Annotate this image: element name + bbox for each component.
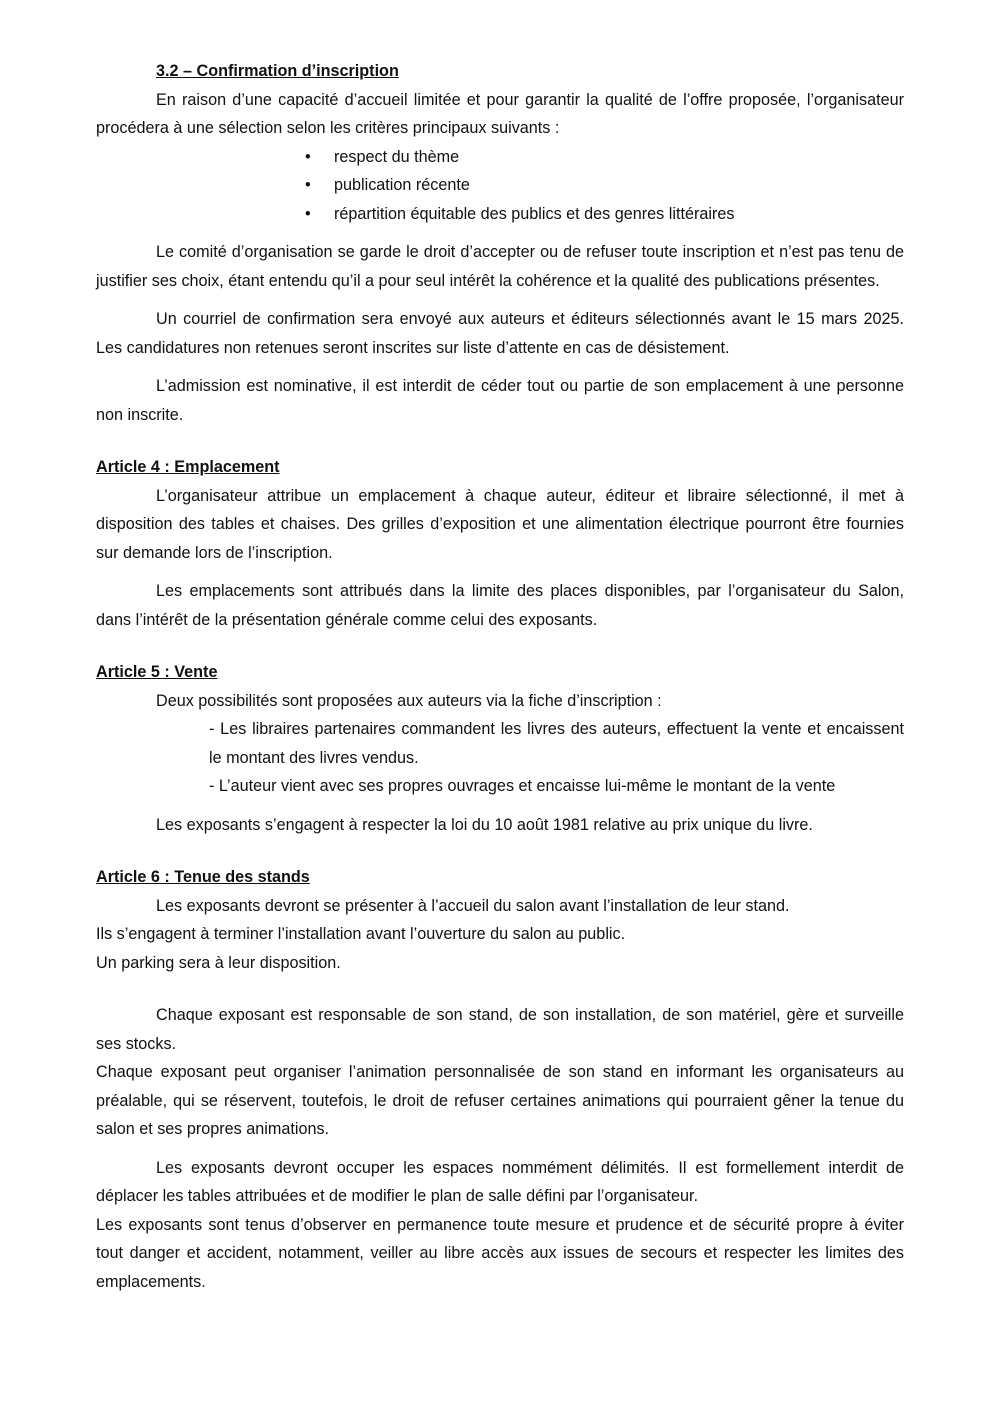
article-6-line-3: Un parking sera à leur disposition. [96,953,341,972]
section-3-2-title: 3.2 – Confirmation d’inscription [156,62,399,80]
article-6-paragraph-4: Les exposants sont tenus d’observer en permanence toute mesure et prudence et de sécurité propre à éviter tout danger et accident, notamment, veiller au libre accès aux issues de secours et respecter les limites des emplacements. [96,1215,904,1291]
article-6-paragraph-1: Chaque exposant est responsable de son stand, de son installation, de son matériel, gère et surveille ses stocks. [96,1006,904,1053]
section-3-2-paragraph-3: L’admission est nominative, il est interdit de céder tout ou partie de son emplacement à une personne non inscrite. [96,377,904,424]
list-item: • respect du thème [334,143,904,172]
article-4-paragraph-1: L’organisateur attribue un emplacement à chaque auteur, éditeur et libraire sélectionné, il met à disposition des tables et chaises. Des grilles d’exposition et une alimentation électrique pourront être fournies sur demande lors de l’inscription. [96,486,904,562]
section-3-2-paragraph-1: Le comité d’organisation se garde le droit d’accepter ou de refuser toute inscription et n’est pas tenu de justifier ses choix, étant entendu qu’il a pour seul intérêt la cohérence et la qualité des publications présentes. [96,243,904,290]
article-6-line-2: Ils s’engagent à terminer l’installation avant l’ouverture du salon au public. [96,925,626,943]
article-6-paragraph-3: Les exposants devront occuper les espaces nommément délimités. Il est formellement interdit de déplacer les tables attribuées et de modifier le plan de salle défini par l’organisateur. [96,1158,904,1205]
article-6-title: Article 6 : Tenue des stands [96,868,310,886]
article-5-paragraph-1: Les exposants s’engagent à respecter la loi du 10 août 1981 relative au prix unique du livre. [156,815,813,834]
document-page [96,57,904,1296]
article-6-line-1: Les exposants devront se présenter à l’accueil du salon avant l’installation de leur stand. [156,896,790,915]
section-3-2-intro: En raison d’une capacité d’accueil limitée et pour garantir la qualité de l’offre proposée, l’organisateur procédera à une sélection selon les critères principaux suivants : [96,90,904,137]
list-item: • publication récente [334,171,904,200]
sale-option-2: - L’auteur vient avec ses propres ouvrages et encaisse lui-même le montant de la vente [209,777,836,795]
section-3-2-paragraph-2: Un courriel de confirmation sera envoyé aux auteurs et éditeurs sélectionnés avant le 15 mars 2025. Les candidatures non retenues seront inscrites sur liste d’attente en cas de désistement. [96,310,904,357]
article-5-title: Article 5 : Vente [96,663,218,681]
selection-criteria-list [96,143,904,229]
article-6-paragraph-2: Chaque exposant peut organiser l’animation personnalisée de son stand en informant les organisateurs au préalable, qui se réservent, toutefois, le droit de refuser certaines animations qui pourraient gêner la tenue du salon et ses propres animations. [96,1063,904,1138]
article-5-intro: Deux possibilités sont proposées aux auteurs via la fiche d’inscription : [156,691,662,710]
sale-option-1: - Les libraires partenaires commandent les livres des auteurs, effectuent la vente et encaissent le montant des livres vendus. [209,720,904,767]
list-item: • répartition équitable des publics et des genres littéraires [334,200,904,229]
article-4-paragraph-2: Les emplacements sont attribués dans la limite des places disponibles, par l’organisateur du Salon, dans l’intérêt de la présentation générale comme celui des exposants. [96,582,904,629]
article-4-title: Article 4 : Emplacement [96,458,280,476]
